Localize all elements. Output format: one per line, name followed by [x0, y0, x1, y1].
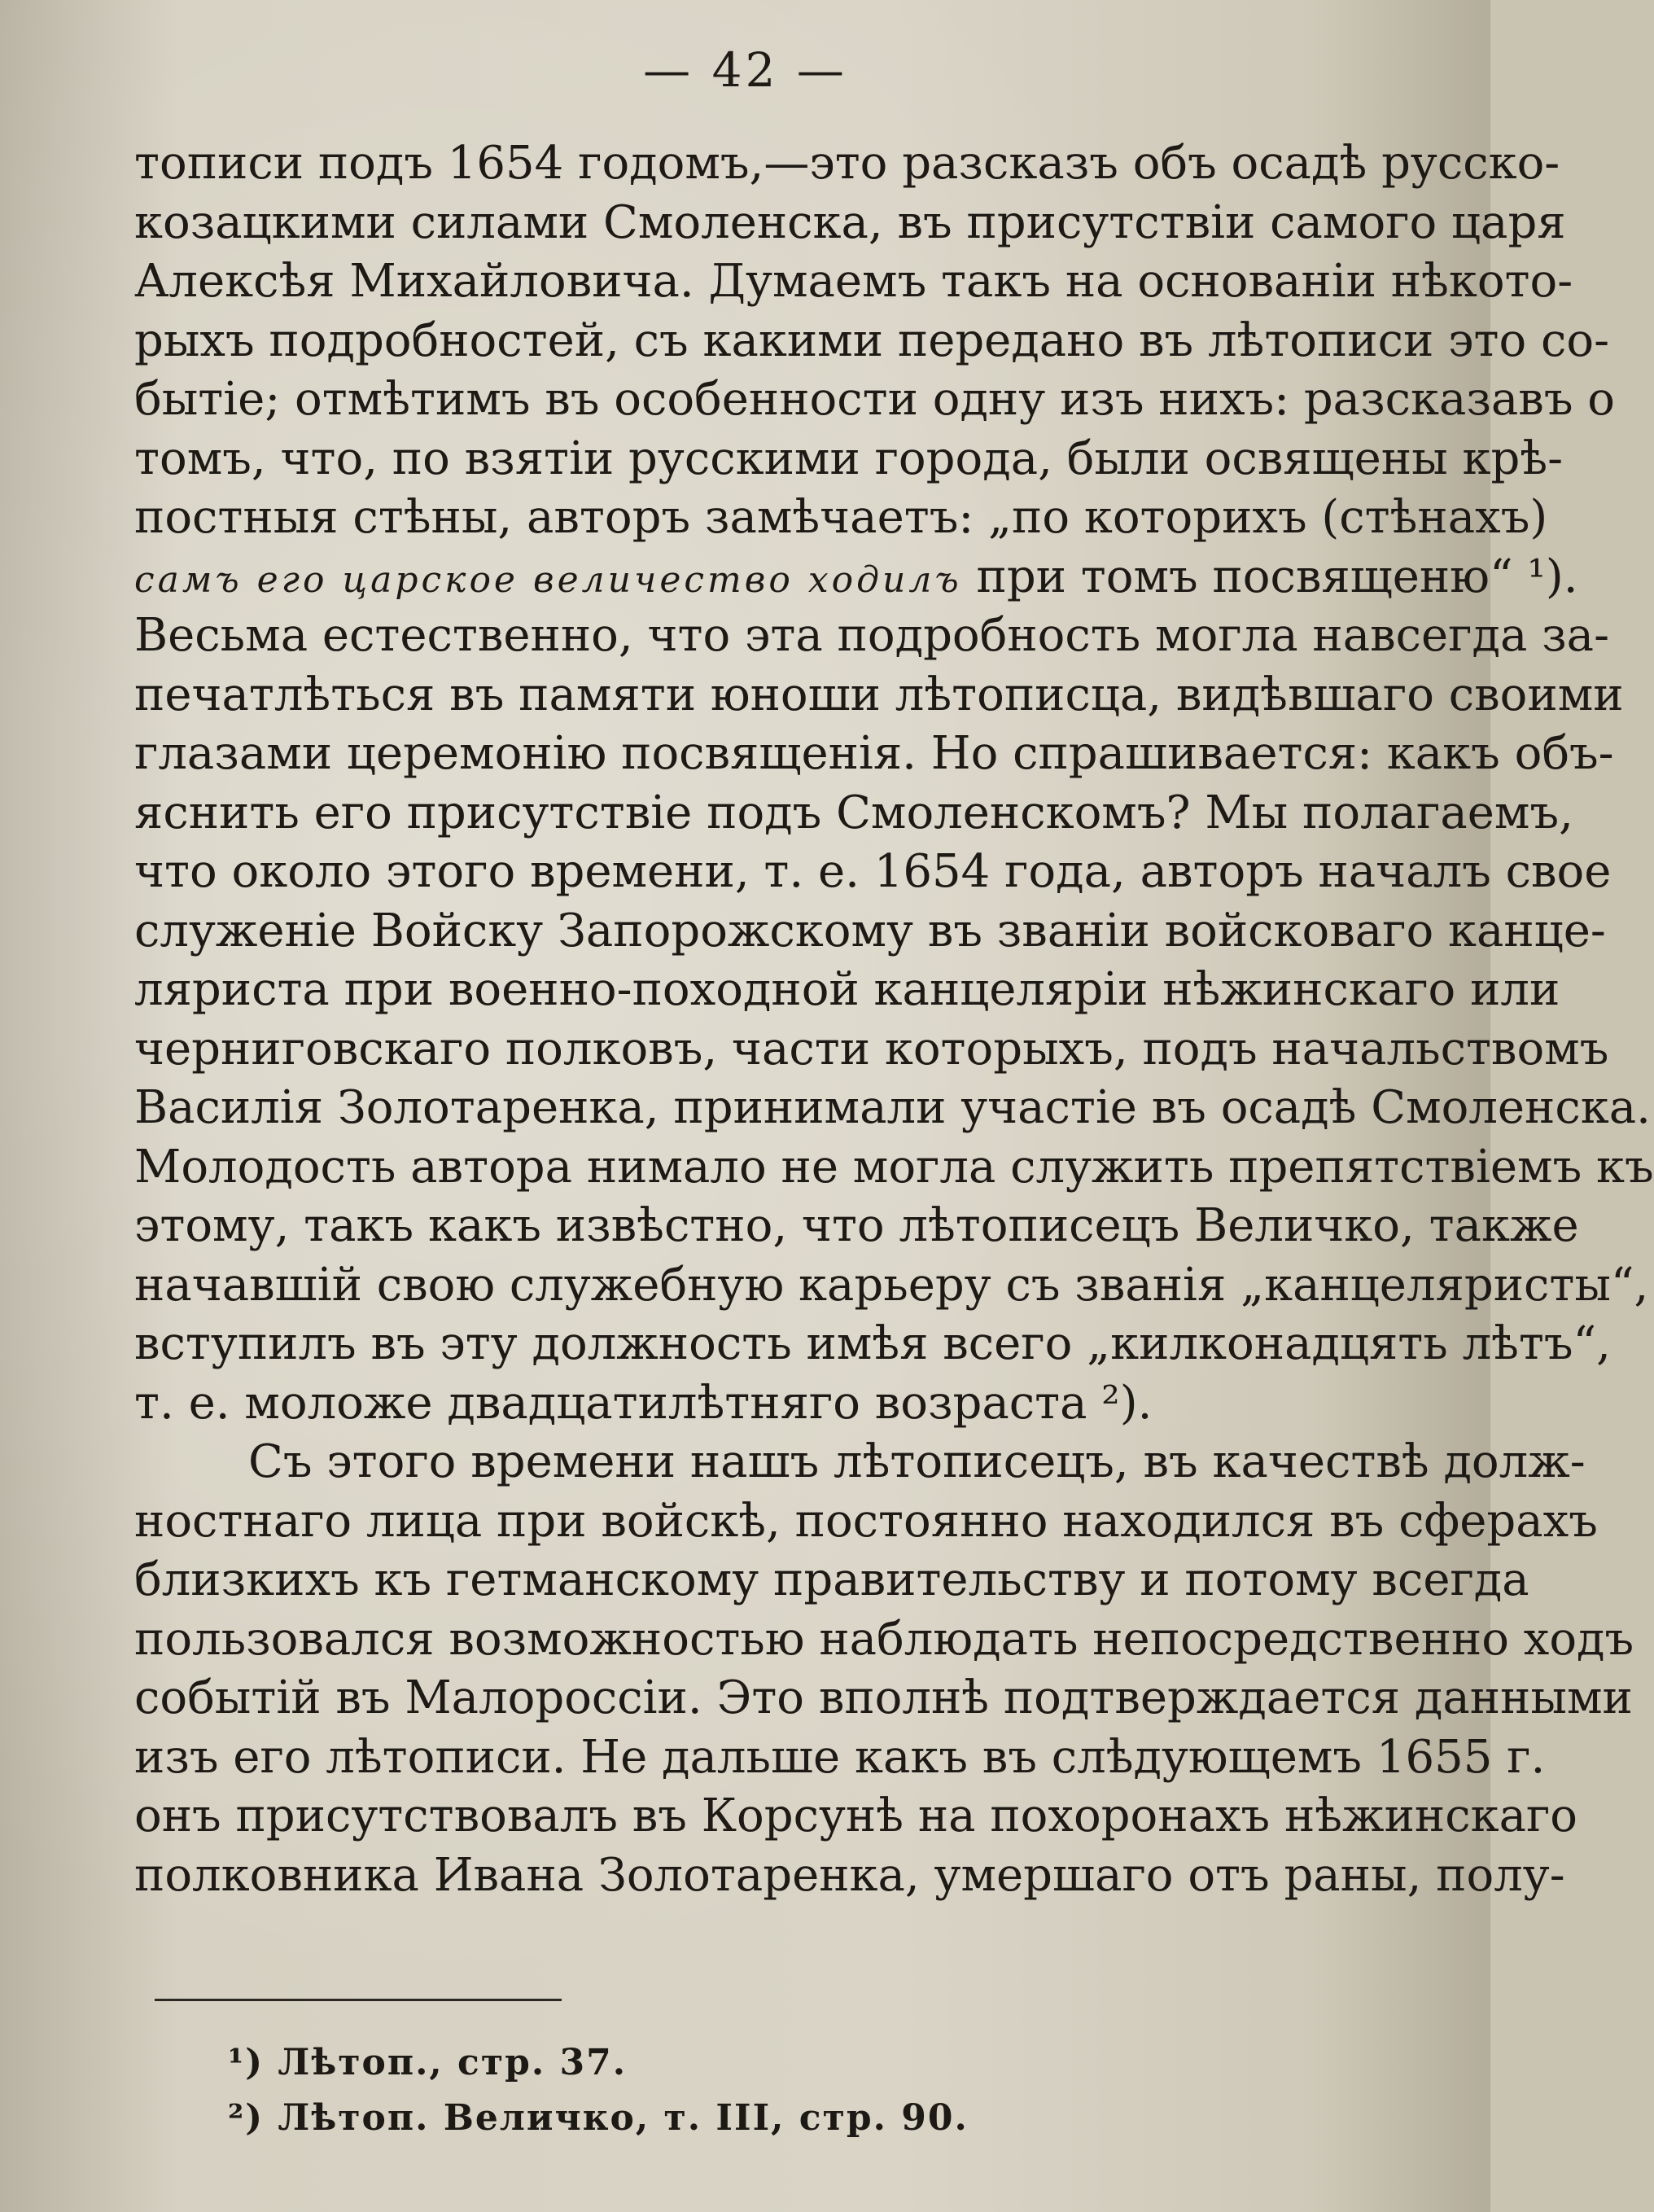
text-line-20: начавшій свою служебную карьеру съ званія „канцеляристы“, — [134, 1258, 1649, 1312]
text-line-14: служеніе Войску Запорожскому въ званіи войсковаго канце- — [134, 904, 1606, 957]
text-line-2: козацкими силами Смоленска, въ присутствіи самого царя — [134, 195, 1566, 249]
text-line-21: вступилъ въ эту должность имѣя всего „килконадцять лѣтъ“, — [134, 1317, 1611, 1370]
text-line-22: т. е. моложе двадцатилѣтняго возраста ²). — [134, 1376, 1153, 1430]
text-line-15: ляриста при военно-походной канцеляріи нѣжинскаго или — [134, 963, 1560, 1016]
text-line-28: изъ его лѣтописи. Не дальше какъ въ слѣдующемъ 1655 г. — [134, 1730, 1546, 1784]
text-line-8 — [134, 548, 1578, 607]
text-line-6: томъ, что, по взятіи русскими города, были освящены крѣ- — [134, 431, 1564, 485]
text-line-1: тописи подъ 1654 годомъ,—это разсказъ объ осадѣ русско- — [134, 137, 1560, 190]
page-number: — 42 — — [643, 42, 847, 98]
text-line-25: близкихъ къ гетманскому правительству и потому всегда — [134, 1553, 1529, 1606]
text-line-30: полковника Ивана Золотаренка, умершаго отъ раны, полу- — [134, 1848, 1565, 1902]
text-line-9: Весьма естественно, что эта подробность могла навсегда за- — [134, 609, 1609, 662]
text-line-12: яснить его присутствіе подъ Смоленскомъ? Мы полагаемъ, — [134, 786, 1573, 839]
text-line-19: этому, такъ какъ извѣстно, что лѣтописецъ Величко, также — [134, 1199, 1579, 1252]
text-line-16: черниговскаго полковъ, части которыхъ, подъ начальствомъ — [134, 1022, 1609, 1075]
main-text — [134, 134, 1654, 1905]
text-line-3: Алексѣя Михайловича. Думаемъ такъ на основаніи нѣкото- — [134, 255, 1573, 308]
text-line-13: что около этого времени, т. е. 1654 года, авторъ началъ свое — [134, 845, 1612, 898]
footnote-1: ¹) Лѣтоп., стр. 37. — [228, 2042, 628, 2083]
text-line-4: рыхъ подробностей, съ какими передано въ лѣтописи это со- — [134, 313, 1610, 367]
text-line-18: Молодость автора нимало не могла служить препятствіемъ къ — [134, 1140, 1654, 1194]
text-line-26: пользовался возможностью наблюдать непосредственно ходъ — [134, 1612, 1634, 1666]
text-line-8-rest: при томъ посвященю“ ¹). — [961, 550, 1578, 603]
footnote-divider — [155, 1999, 562, 2001]
quoted-italic-text: самъ его царское величество ходилъ — [134, 558, 962, 601]
text-line-11: глазами церемонію посвященія. Но спрашивается: какъ объ- — [134, 727, 1614, 780]
text-line-5: бытіе; отмѣтимъ въ особенности одну изъ нихъ: разсказавъ о — [134, 373, 1615, 426]
text-line-17: Василія Золотаренка, принимали участіе въ осадѣ Смоленска. — [134, 1081, 1651, 1134]
text-line-23: Съ этого времени нашъ лѣтописецъ, въ качествѣ долж- — [248, 1435, 1586, 1488]
text-line-7: постныя стѣны, авторъ замѣчаетъ: „по которихъ (стѣнахъ) — [134, 491, 1548, 544]
text-line-10: печатлѣться въ памяти юноши лѣтописца, видѣвшаго своими — [134, 668, 1624, 721]
text-line-27: событій въ Малороссіи. Это вполнѣ подтверждается данными — [134, 1671, 1633, 1724]
footnotes — [228, 2035, 1286, 2146]
footnote-2: ²) Лѣтоп. Величко, т. III, стр. 90. — [228, 2097, 969, 2139]
text-line-29: онъ присутствовалъ въ Корсунѣ на похоронахъ нѣжинскаго — [134, 1789, 1578, 1842]
text-line-24: ностнаго лица при войскѣ, постоянно находился въ сферахъ — [134, 1494, 1598, 1548]
